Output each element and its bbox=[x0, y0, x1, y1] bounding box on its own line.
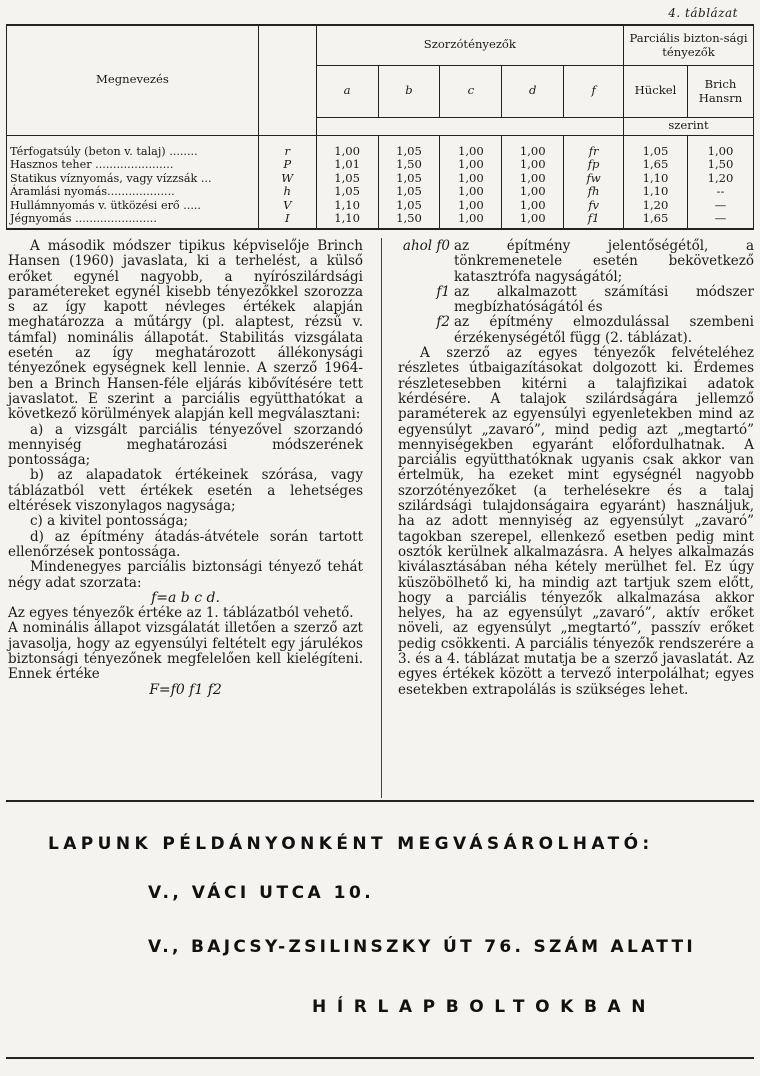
row-a: 1,05 bbox=[316, 172, 378, 186]
row-symbol: I bbox=[258, 212, 316, 229]
row-d: 1,00 bbox=[502, 135, 564, 158]
partial-factors-table bbox=[6, 24, 754, 230]
row-f: fh bbox=[564, 185, 624, 199]
list-item-b: b) az alapadatok értékeinek szórása, vagy táblázatból vett értékek esetén a lehetséges eltérések viszonylagos nagysága; bbox=[8, 467, 363, 515]
row-symbol: h bbox=[258, 185, 316, 199]
row-b: 1,50 bbox=[378, 158, 440, 172]
definition-f1 bbox=[398, 285, 754, 316]
row-a: 1,05 bbox=[316, 185, 378, 199]
definition-f0 bbox=[398, 239, 754, 285]
paragraph-intro: A második módszer tipikus képviselője Brinch Hansen (1960) javaslata, ki a terhelést, a külső erőket egynél nagyobb, a nyírószilárdsági paramétereket egynél kisebb tényezőkkel szorozza s az így kapott névleges értékek alapján meghatározza a műtárgy (pl. alaptest, rézsű v. támfal) nominális állapotát. Stabilitás vizsgálata esetén az így meghatározott állékonysági tényezőnek egységnek kell lennie. A szerző 1964-ben a Brinch Hansen-féle eljárás kibővítésére tett javaslatot. E szerint a parciális együtthatókat a következő körülmények alapján kell megválasztani: bbox=[8, 238, 363, 423]
row-name: Jégnyomás ....................... bbox=[7, 212, 259, 229]
row-d: 1,00 bbox=[502, 172, 564, 186]
table-row bbox=[7, 199, 754, 213]
row-name: Hasznos teher ...................... bbox=[7, 158, 259, 172]
row-symbol: P bbox=[258, 158, 316, 172]
row-symbol: V bbox=[258, 199, 316, 213]
row-c: 1,00 bbox=[440, 158, 502, 172]
row-b: 1,05 bbox=[378, 185, 440, 199]
row-huckel: 1,20 bbox=[624, 199, 688, 213]
header-according: szerint bbox=[624, 117, 754, 135]
row-brinch: 1,00 bbox=[687, 135, 753, 158]
row-symbol: r bbox=[258, 135, 316, 158]
table-row bbox=[7, 185, 754, 199]
row-name: Statikus víznyomás, vagy vízzsák ... bbox=[7, 172, 259, 186]
row-d: 1,00 bbox=[502, 185, 564, 199]
row-name: Áramlási nyomás................... bbox=[7, 185, 259, 199]
row-brinch: 1,20 bbox=[687, 172, 753, 186]
row-f: f1 bbox=[564, 212, 624, 229]
paragraph-product: Mindenegyes parciális biztonsági tényező tehát négy adat szorzata: bbox=[8, 559, 363, 591]
right-column bbox=[398, 239, 754, 698]
paragraph-table-ref: Az egyes tényezők értéke az 1. táblázatból vehető. bbox=[8, 605, 354, 622]
list-item-a: a) a vizsgált parciális tényezővel szorzandó mennyiség meghatározási módszerének pontossága; bbox=[8, 421, 363, 469]
header-a: a bbox=[316, 65, 378, 117]
row-huckel: 1,65 bbox=[624, 158, 688, 172]
header-c: c bbox=[440, 65, 502, 117]
table-row bbox=[7, 212, 754, 229]
row-b: 1,50 bbox=[378, 212, 440, 229]
row-c: 1,00 bbox=[440, 172, 502, 186]
row-huckel: 1,10 bbox=[624, 185, 688, 199]
row-c: 1,00 bbox=[440, 185, 502, 199]
ad-line-1: LAPUNK PÉLDÁNYONKÉNT MEGVÁSÁROLHATÓ: bbox=[48, 834, 654, 854]
row-brinch: — bbox=[687, 199, 753, 213]
ad-line-2: V., VÁCI UTCA 10. bbox=[148, 883, 375, 903]
table-row bbox=[7, 158, 754, 172]
definition-f2 bbox=[398, 315, 754, 346]
formula-F: F=f0 f1 f2 bbox=[149, 681, 222, 698]
row-brinch: -- bbox=[687, 185, 753, 199]
header-name: Megnevezés bbox=[7, 25, 259, 135]
definition-f2-text: az építmény elmozdulással szembeni érzékenységétől függ (2. táblázat). bbox=[454, 314, 754, 346]
row-f: fr bbox=[564, 135, 624, 158]
row-f: fv bbox=[564, 199, 624, 213]
table-row bbox=[7, 135, 754, 158]
definition-f0-text: az építmény jelentőségétől, a tönkremenetele esetén bekövetkező katasztrófa nagyságától; bbox=[454, 238, 754, 285]
left-column bbox=[8, 239, 363, 698]
row-a: 1,10 bbox=[316, 199, 378, 213]
row-b: 1,05 bbox=[378, 135, 440, 158]
ad-line-3: V., BAJCSY-ZSILINSZKY ÚT 76. SZÁM ALATTI bbox=[148, 937, 697, 957]
row-brinch: 1,50 bbox=[687, 158, 753, 172]
header-brinch: Brich Hansrn bbox=[687, 65, 753, 117]
row-huckel: 1,05 bbox=[624, 135, 688, 158]
row-f: fw bbox=[564, 172, 624, 186]
table-caption: 4. táblázat bbox=[668, 6, 738, 20]
row-b: 1,05 bbox=[378, 199, 440, 213]
row-f: fp bbox=[564, 158, 624, 172]
definition-f1-key: f1 bbox=[436, 283, 450, 300]
divider-rule-top bbox=[6, 800, 754, 802]
row-symbol: W bbox=[258, 172, 316, 186]
row-huckel: 1,65 bbox=[624, 212, 688, 229]
row-a: 1,10 bbox=[316, 212, 378, 229]
row-c: 1,00 bbox=[440, 212, 502, 229]
row-c: 1,00 bbox=[440, 199, 502, 213]
list-item-c: c) a kivitel pontossága; bbox=[30, 513, 189, 530]
row-a: 1,00 bbox=[316, 135, 378, 158]
header-partial: Parciális bizton-sági tényezők bbox=[624, 25, 754, 65]
row-d: 1,00 bbox=[502, 212, 564, 229]
paragraph-nominal: A nominális állapot vizsgálatát illetően a szerző azt javasolja, hogy az egyensúlyi feltételt egy járulékos biztonsági tényezőnek megfelelően kell kielégíteni. Ennek értéke bbox=[8, 620, 363, 683]
definition-f2-key: f2 bbox=[436, 314, 450, 331]
header-symbol bbox=[258, 25, 316, 135]
header-f: f bbox=[564, 65, 624, 117]
row-huckel: 1,10 bbox=[624, 172, 688, 186]
list-item-d: d) az építmény átadás-átvétele során tartott ellenőrzések pontossága. bbox=[8, 528, 363, 560]
header-b: b bbox=[378, 65, 440, 117]
formula-f: f=a b c d. bbox=[151, 589, 220, 606]
row-brinch: — bbox=[687, 212, 753, 229]
row-b: 1,05 bbox=[378, 172, 440, 186]
row-d: 1,00 bbox=[502, 158, 564, 172]
header-d: d bbox=[502, 65, 564, 117]
header-huckel: Hückel bbox=[624, 65, 688, 117]
table-row bbox=[7, 172, 754, 186]
divider-rule-bottom bbox=[6, 1057, 754, 1059]
paragraph-guidance: A szerző az egyes tényezők felvételéhez részletes útbaigazításokat dolgozott ki. Érdemes részletesebben kitérni a talajfizikai adatok kérdésére. A talajok szilárdságára jellemző paraméterek az egyensúlyi egyenletekben mind az egyensúlyt „zavaró”, mind pedig azt „megtartó” mennyiségekben egyaránt előfordulhatnak. A parciális együtthatóknak ugyanis csak akkor van értelmük, ha ezeket mint egységnél nagyobb szorzótényezőket (a terhelésekre és a talaj szilárdsági tulajdonságaira egyaránt) használjuk, ha az adott mennyiség az egyensúlyt „zavaró” tagokban szerepel, ellenkező esetben pedig mint osztók kerülnek alkalmazásra. A helyes alkalmazás kiválasztásában néha kétely merülhet fel. Ez úgy küszöbölhető ki, ha mindig azt tartjuk szem előtt, hogy a parciális tényezők alkalmazása akkor helyes, ha az egyensúlyt „zavaró”, aktív erőket növeli, az egyensúlyt „megtartó”, passzív erőket pedig csökkenti. A parciális tényezők rendszerére a 3. és a 4. táblázat mutatja be a szerző javaslatát. Az egyes értékek között a tervező interpolálhat; egyes esetekben extrapolálás is szükséges lehet. bbox=[398, 345, 754, 698]
definition-f1-text: az alkalmazott számítási módszer megbízhatóságától és bbox=[454, 283, 754, 316]
header-factors: Szorzótényezők bbox=[316, 25, 623, 65]
row-name: Hullámnyomás v. ütközési erő ..... bbox=[7, 199, 259, 213]
definition-f0-key: ahol f0 bbox=[402, 238, 450, 254]
row-a: 1,01 bbox=[316, 158, 378, 172]
row-d: 1,00 bbox=[502, 199, 564, 213]
row-name: Térfogatsúly (beton v. talaj) ........ bbox=[7, 135, 259, 158]
ad-line-4: HÍRLAPBOLTOKBAN bbox=[312, 997, 657, 1017]
column-divider bbox=[381, 238, 382, 798]
row-c: 1,00 bbox=[440, 135, 502, 158]
